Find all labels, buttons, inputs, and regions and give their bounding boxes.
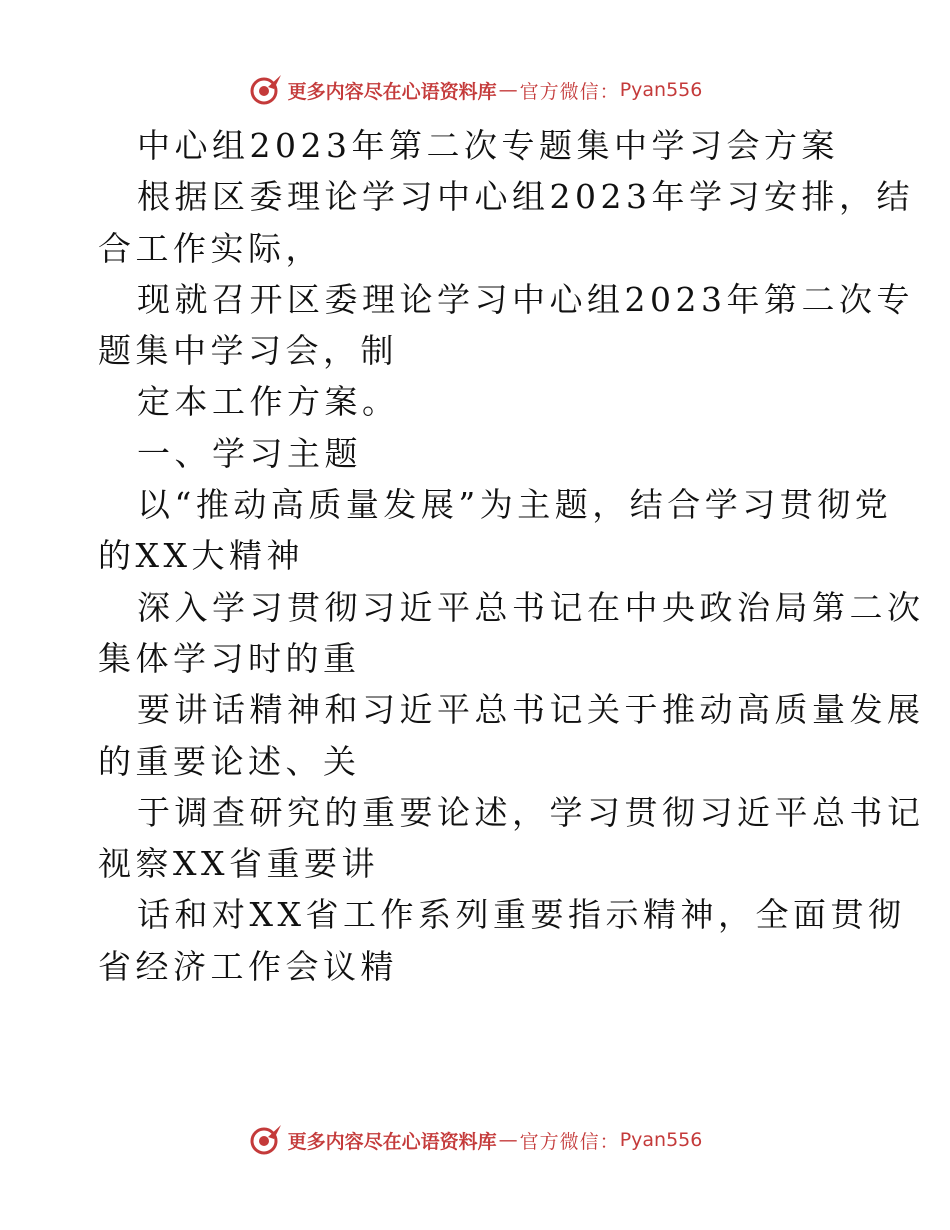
document-line: 省经济工作会议精 bbox=[98, 946, 398, 986]
document-line: 以“推动高质量发展”为主题，结合学习贯彻党 bbox=[137, 485, 893, 525]
document-line: 于调查研究的重要论述，学习贯彻习近平总书记 bbox=[137, 792, 925, 832]
watermark-wechat-id: Pyan556 bbox=[619, 79, 703, 101]
document-body bbox=[98, 120, 925, 992]
document-line: 中心组2023年第二次专题集中学习会方案 bbox=[137, 126, 839, 165]
document-line: 深入学习贯彻习近平总书记在中央政治局第二次 bbox=[137, 587, 925, 627]
document-line: 集体学习时的重 bbox=[98, 638, 361, 678]
document-line: 根据区委理论学习中心组2023年学习安排，结 bbox=[137, 177, 914, 217]
document-line: 的XX大精神 bbox=[98, 536, 304, 576]
watermark-dash: — bbox=[498, 1129, 518, 1151]
watermark-official-label: 官方微信： bbox=[519, 80, 620, 103]
feather-pen-logo-icon bbox=[248, 1123, 284, 1157]
watermark-wechat-id: Pyan556 bbox=[619, 1129, 703, 1151]
footer-watermark bbox=[0, 1120, 950, 1160]
document-line: 一、学习主题 bbox=[137, 433, 362, 473]
document-line: 视察XX省重要讲 bbox=[98, 844, 379, 884]
document-line: 的重要论述、关 bbox=[98, 741, 361, 781]
document-line: 话和对XX省工作系列重要指示精神，全面贯彻 bbox=[137, 895, 906, 935]
document-line: 要讲话精神和习近平总书记关于推动高质量发展 bbox=[137, 690, 925, 730]
document-line: 定本工作方案。 bbox=[137, 382, 400, 422]
watermark-dash: — bbox=[498, 79, 518, 101]
document-line: 现就召开区委理论学习中心组2023年第二次专 bbox=[137, 279, 914, 319]
document-line: 合工作实际， bbox=[98, 228, 323, 268]
watermark-brand: 更多内容尽在心语资料库 bbox=[287, 80, 497, 103]
header-watermark bbox=[0, 70, 950, 110]
document-line: 题集中学习会，制 bbox=[98, 331, 398, 371]
feather-pen-logo-icon bbox=[248, 73, 284, 107]
watermark-brand: 更多内容尽在心语资料库 bbox=[287, 1130, 497, 1153]
watermark-official-label: 官方微信： bbox=[519, 1130, 620, 1153]
